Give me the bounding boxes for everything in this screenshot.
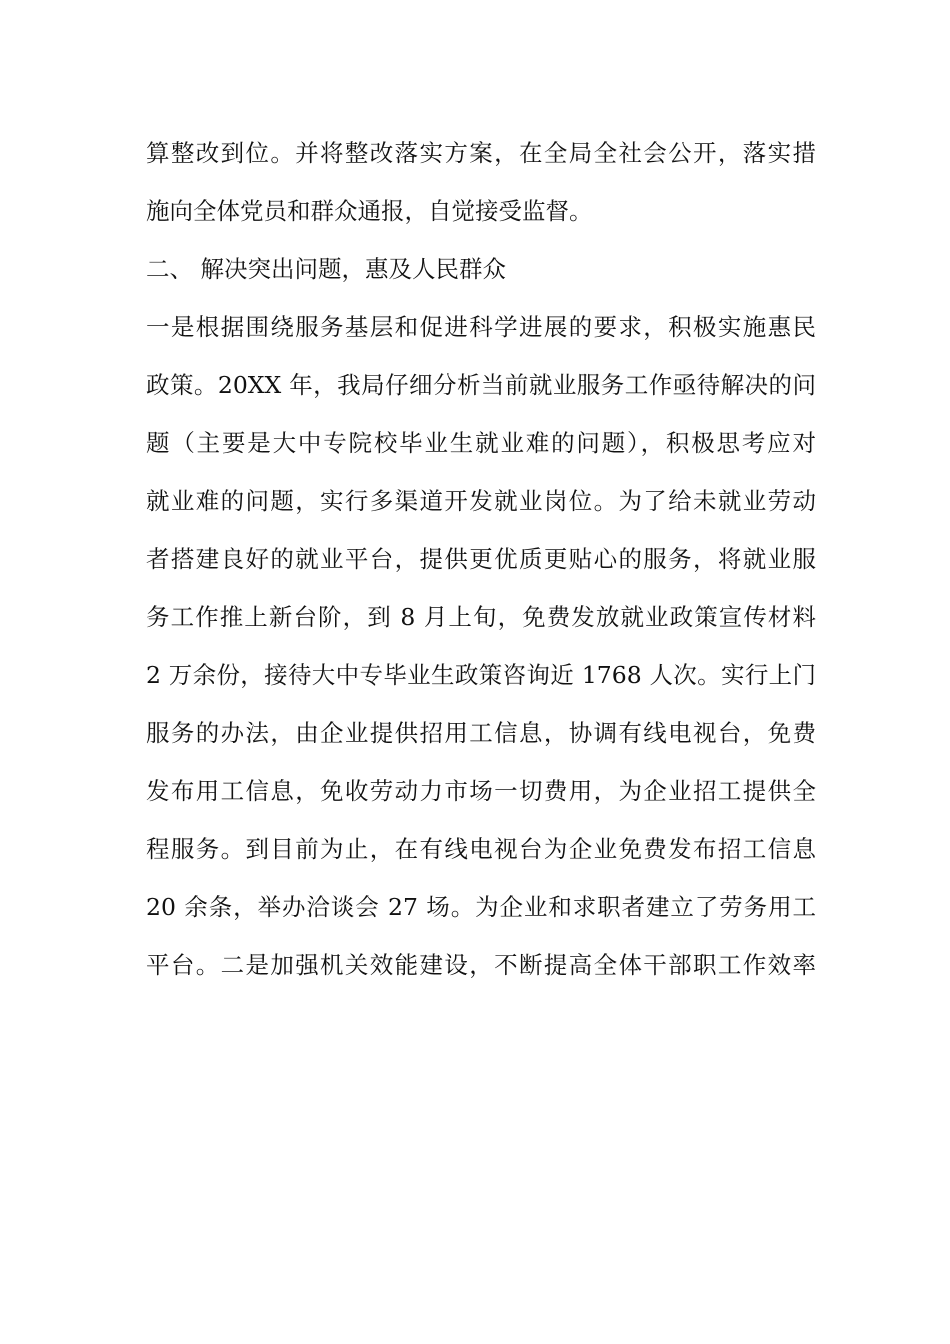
text-line: 一是根据围绕服务基层和促进科学进展的要求，积极实施惠民 xyxy=(146,313,816,341)
text-line: 20 余条，举办洽谈会 27 场。为企业和求职者建立了劳务用工 xyxy=(146,893,816,921)
text-line: 2 万余份，接待大中专毕业生政策咨询近 1768 人次。实行上门 xyxy=(146,661,816,689)
text-line: 施向全体党员和群众通报，自觉接受监督。 xyxy=(146,197,593,225)
section-heading: 二、 解决突出问题，惠及人民群众 xyxy=(146,255,506,283)
text-line: 发布用工信息，免收劳动力市场一切费用，为企业招工提供全 xyxy=(146,777,816,805)
text-line: 平台。二是加强机关效能建设，不断提高全体干部职工作效率 xyxy=(146,951,816,979)
text-line: 就业难的问题，实行多渠道开发就业岗位。为了给未就业劳动 xyxy=(146,487,816,515)
text-line: 者搭建良好的就业平台，提供更优质更贴心的服务，将就业服 xyxy=(146,545,816,573)
text-line: 政策。20XX 年，我局仔细分析当前就业服务工作亟待解决的问 xyxy=(146,371,816,399)
text-line: 务工作推上新台阶，到 8 月上旬，免费发放就业政策宣传材料 xyxy=(146,603,816,631)
text-line: 服务的办法，由企业提供招用工信息，协调有线电视台，免费 xyxy=(146,719,816,747)
text-line: 题（主要是大中专院校毕业生就业难的问题），积极思考应对 xyxy=(146,429,816,457)
text-line: 程服务。到目前为止，在有线电视台为企业免费发布招工信息 xyxy=(146,835,816,863)
text-line: 算整改到位。并将整改落实方案，在全局全社会公开，落实措 xyxy=(146,139,816,167)
document-body xyxy=(146,130,816,1000)
